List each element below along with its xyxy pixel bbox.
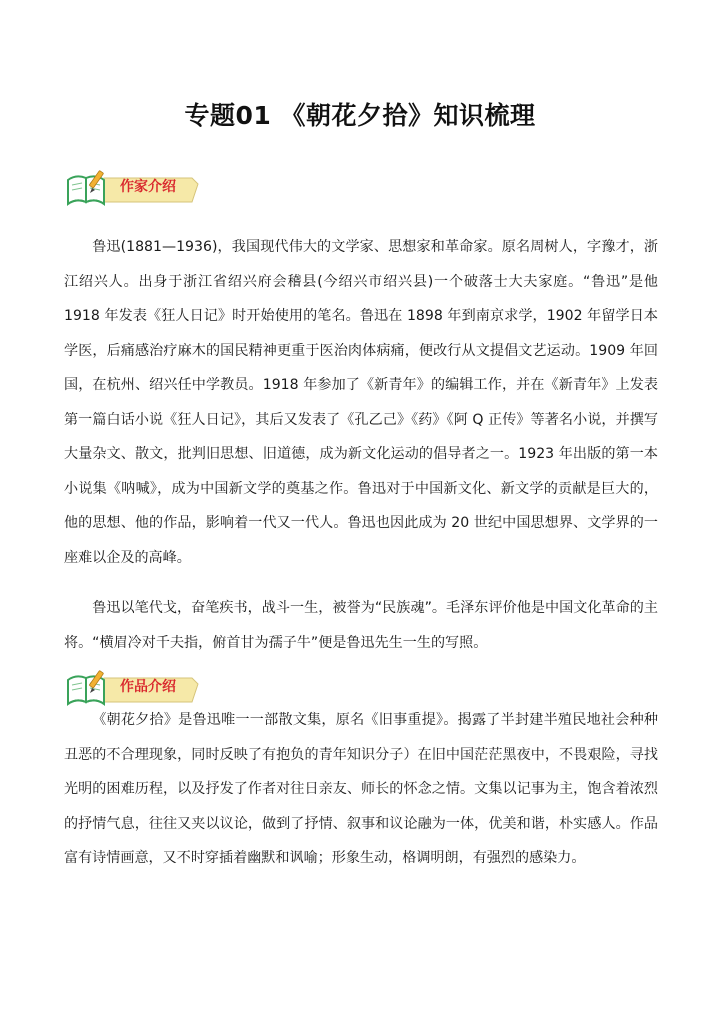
section-label: 作品介绍 <box>120 679 176 695</box>
work-intro-paragraph-1: 《朝花夕拾》是鲁迅唯一一部散文集，原名《旧事重提》。揭露了半封建半殖民地社会种种丑恶的不合理现象，同时反映了有抱负的青年知识分子）在旧中国茫茫黑夜中，不畏艰险，寻找光明的困难历程，以及抒发了作者对往日亲友、师长的怀念之情。文集以记事为主，饱含着浓烈的抒情气息，往往又夹以议论，做到了抒情、叙事和议论融为一体，优美和谐，朴实感人。作品富有诗情画意，又不时穿插着幽默和讽喻；形象生动，格调明朗，有强烈的感染力。 <box>64 712 658 866</box>
section-label: 作家介绍 <box>120 179 176 195</box>
author-intro-paragraph-1: 鲁迅(1881—1936)，我国现代伟大的文学家、思想家和革命家。原名周树人，字豫才，浙江绍兴人。出身于浙江省绍兴府会稽县(今绍兴市绍兴县)一个破落士大夫家庭。“鲁迅”是他 1918 年发表《狂人日记》时开始使用的笔名。鲁迅在 1898 年到南京求学，1902 年留学日本学医，后痛感治疗麻木的国民精神更重于医治肉体病痛，便改行从文提倡文艺运动。1909 年回国，在杭州、绍兴任中学教员。1918 年参加了《新青年》的编辑工作，并在《新青年》上发表第一篇白话小说《狂人日记》，其后又发表了《孔乙己》《药》《阿 Q 正传》等著名小说，并撰写大量杂文、散文，批判旧思想、旧道德，成为新文化运动的倡导者之一。1923 年出版的第一本小说集《呐喊》，成为中国新文学的奠基之作。鲁迅对于中国新文化、新文学的贡献是巨大的，他的思想、他的作品，影响着一代又一代人。鲁迅也因此成为 20 世纪中国思想界、文学界的一座难以企及的高峰。 <box>64 239 658 566</box>
section-heading-work <box>64 668 204 708</box>
author-intro-paragraph-2: 鲁迅以笔代戈，奋笔疾书，战斗一生，被誉为“民族魂”。毛泽东评价他是中国文化革命的主将。“横眉冷对千夫指，俯首甘为孺子牛”便是鲁迅先生一生的写照。 <box>64 600 658 651</box>
section-heading-author <box>64 168 204 208</box>
page-title: 专题01 《朝花夕拾》知识梳理 <box>184 101 536 130</box>
